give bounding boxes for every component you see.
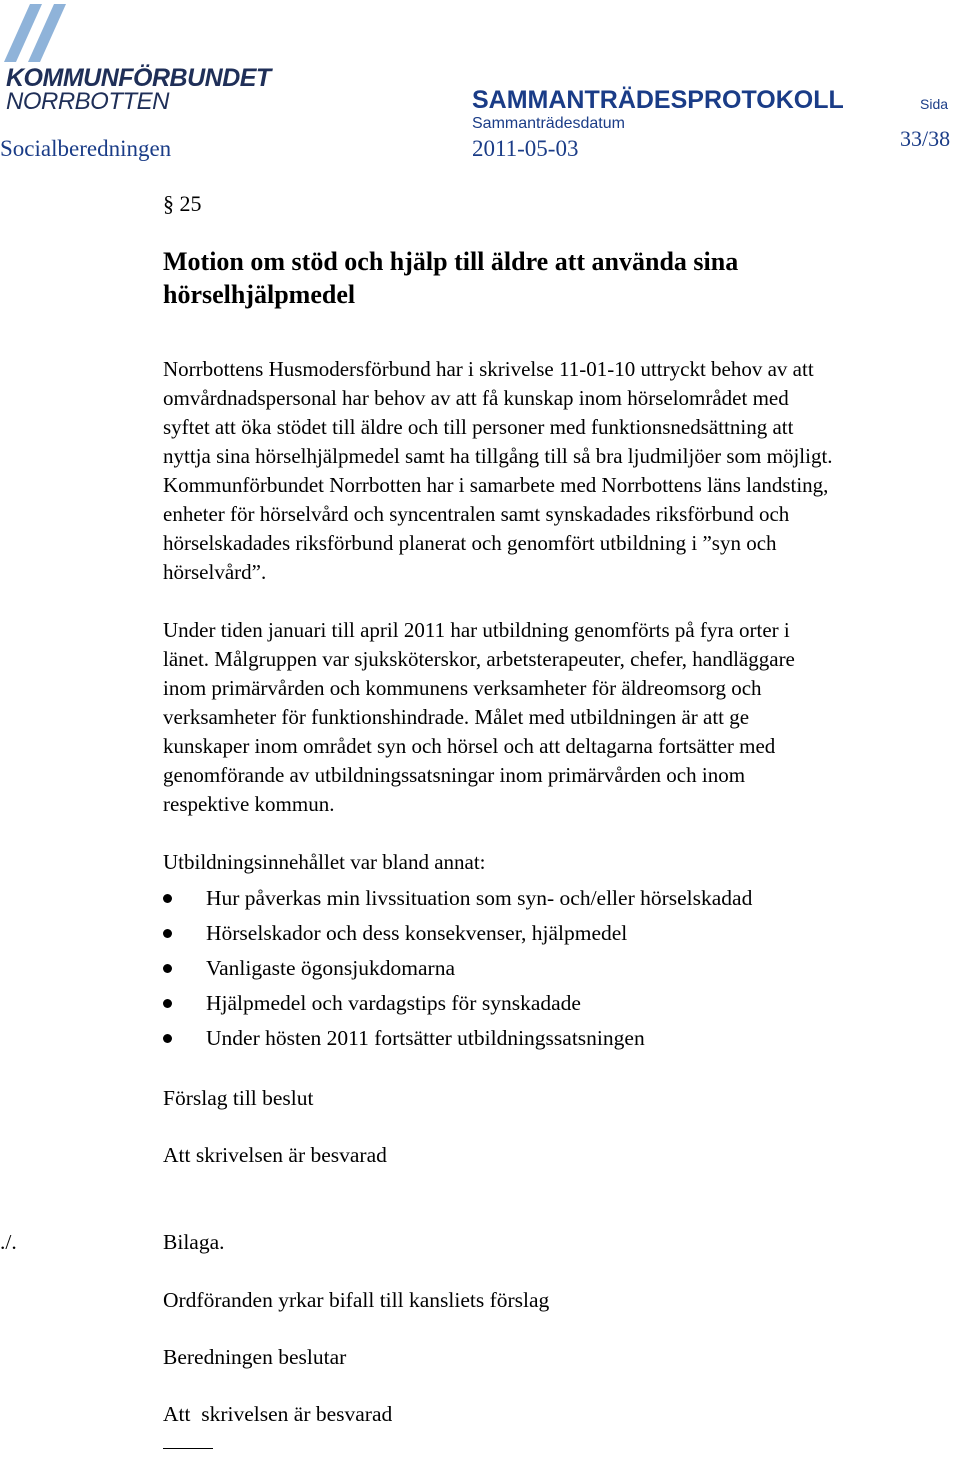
bullet-icon [163,929,172,938]
body-line: genomförande av utbildningssatsningar inom primärvården och inom [163,763,746,787]
logo-line-2: NORRBOTTEN [6,88,169,115]
bullet-icon [163,1034,172,1043]
list-item-text: Under hösten 2011 fortsätter utbildningssatsningen [206,1026,645,1050]
meeting-date: 2011-05-03 [472,136,579,161]
list-item-text: Hörselskador och dess konsekvenser, hjälpmedel [206,921,628,945]
date-label: Sammanträdesdatum [472,115,625,132]
list-item [163,1021,933,1056]
body-line: omvårdnadspersonal har behov av att få kunskap inom hörselområdet med [163,386,789,410]
body-line: hörselskadades riksförbund planerat och genomfört utbildning i ”syn och [163,531,777,555]
body-line: Kommunförbundet Norrbotten har i samarbete med Norrbottens läns landsting, [163,473,829,497]
list-item-text: Hjälpmedel och vardagstips för synskadade [206,991,581,1015]
page-label: Sida [920,96,949,112]
decision-heading: Beredningen beslutar [163,1345,347,1369]
paragraph-number: § 25 [163,191,202,216]
bullet-icon [163,964,172,973]
protocol-section [163,186,933,1056]
body-line: Norrbottens Husmodersförbund har i skrivelse 11-01-10 uttryckt behov av att [163,357,814,381]
body-line: verksamheter för funktionshindrade. Målet med utbildningen är att ge [163,705,750,729]
section-title: Motion om stöd och hjälp till äldre att använda sina hörselhjälpmedel [163,247,739,309]
body-line: syftet att öka stödet till äldre och till personer med funktionsnedsättning att [163,415,794,439]
body-line: länet. Målgruppen var sjuksköterskor, arbetsterapeuter, chefer, handläggare [163,647,795,671]
logo-line-1: KOMMUNFÖRBUNDET [6,64,271,92]
body-line: kunskaper inom området syn och hörsel och att deltagarna fortsätter med [163,734,776,758]
list-item-text: Hur påverkas min livssituation som syn- och/eller hörselskadad [206,886,753,910]
body-line: inom primärvården och kommunens verksamheter för äldreomsorg och [163,676,762,700]
list-item [163,951,933,986]
body-line: enheter för hörselvård och syncentralen samt synskadades riksförbund och [163,502,790,526]
list-intro: Utbildningsinnehållet var bland annat: [163,850,486,874]
proposal-text: Att skrivelsen är besvarad [163,1143,387,1167]
kommunforbundet-logo [2,2,271,115]
bullet-icon [163,894,172,903]
list-item [163,881,933,916]
proposal-heading: Förslag till beslut [163,1086,314,1110]
attachment-text: Bilaga. [163,1230,225,1254]
bullet-icon [163,999,172,1008]
list-item [163,986,933,1021]
body-line: hörselvård”. [163,560,267,584]
attachment-marker: ./. [0,1230,17,1254]
decision-text: Att skrivelsen är besvarad [163,1402,393,1426]
committee-name: Socialberedningen [0,136,172,161]
content-bullet-list [163,881,933,1056]
signature-line [163,1448,213,1449]
body-line: Under tiden januari till april 2011 har utbildning genomförts på fyra orter i [163,618,790,642]
chair-statement: Ordföranden yrkar bifall till kansliets förslag [163,1288,550,1312]
list-item-text: Vanligaste ögonsjukdomarna [206,956,455,980]
list-item [163,916,933,951]
logo-stripes-icon [2,2,82,68]
document-type: SAMMANTRÄDESPROTOKOLL [472,86,844,114]
body-paragraph-2 [163,616,933,819]
body-paragraph-1 [163,355,933,587]
page-number: 33/38 [900,126,951,151]
body-line: respektive kommun. [163,792,335,816]
body-line: nyttja sina hörselhjälpmedel samt ha tillgång till så bra ljudmiljöer som möjligt. [163,444,833,468]
